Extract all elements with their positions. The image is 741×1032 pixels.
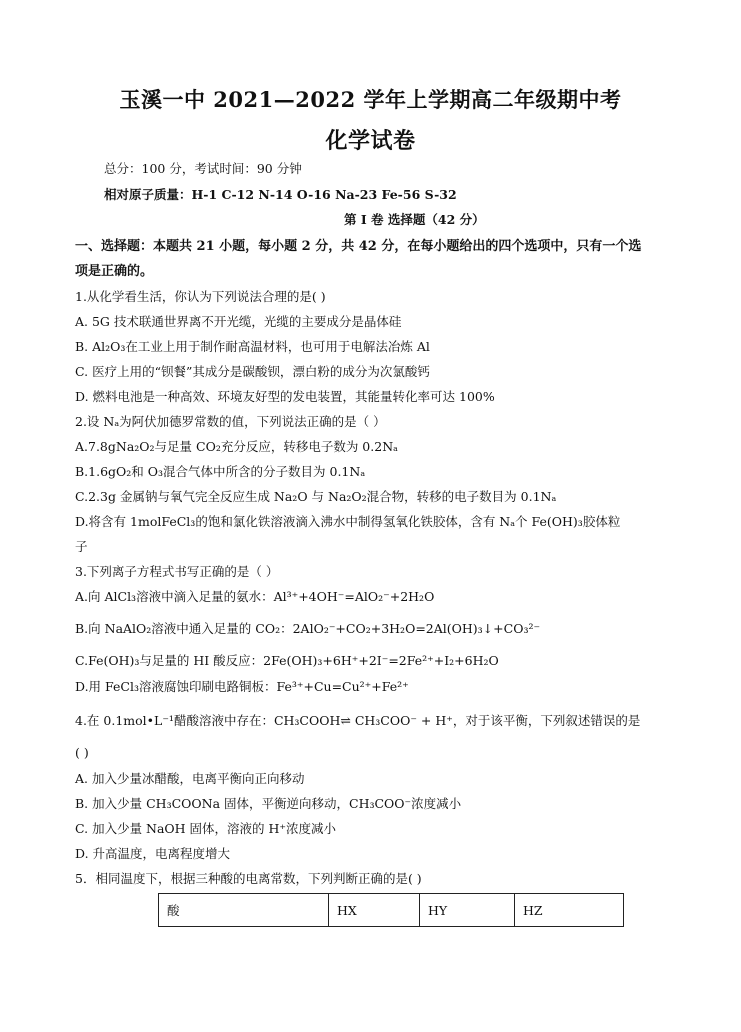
- section-intro-1: 一、选择题：本题共 21 小题，每小题 2 分，共 42 分，在每小题给出的四个选项中，只有一个选: [75, 239, 642, 254]
- q1-option-a: A. 5G 技术联通世界离不开光缆，光缆的主要成分是晶体硅: [75, 314, 402, 329]
- q2-option-b: B.1.6gO₂和 O₃混合气体中所含的分子数目为 0.1Nₐ: [75, 464, 366, 479]
- q3-option-a: A.向 AlCl₃溶液中滴入足量的氨水：Al³⁺+4OH⁻=AlO₂⁻+2H₂O: [75, 589, 435, 604]
- q4-option-d: D. 升高温度，电离程度增大: [75, 846, 231, 861]
- score-time: 总分：100 分，考试时间：90 分钟: [104, 161, 302, 176]
- exam-title: 玉溪一中 2021—2022 学年上学期高二年级期中考: [119, 87, 622, 112]
- q3-option-d: D.用 FeCl₃溶液腐蚀印刷电路铜板：Fe³⁺+Cu=Cu²⁺+Fe²⁺: [75, 679, 409, 694]
- q2-option-d: D.将含有 1molFeCl₃的饱和氯化铁溶液滴入沸水中制得氢氧化铁胶体，含有 Nₐ个 Fe(OH)₃胶体粒: [75, 514, 621, 529]
- q3-option-b: B.向 NaAlO₂溶液中通入足量的 CO₂：2AlO₂⁻+CO₂+3H₂O=2Al(OH)₃↓+CO₃²⁻: [75, 621, 541, 636]
- q4-stem: 4.在 0.1mol•L⁻¹醋酸溶液中存在：CH₃COOH⇌ CH₃COO⁻ + H⁺，对于该平衡，下列叙述错误的是: [75, 713, 641, 728]
- acid-table: [158, 893, 624, 927]
- table-row: [159, 894, 624, 927]
- atomic-mass: 相对原子质量：H-1 C-12 N-14 O-16 Na-23 Fe-56 S-32: [104, 187, 457, 202]
- q4-paren: ( ): [75, 745, 89, 760]
- q4-option-a: A. 加入少量冰醋酸，电离平衡向正向移动: [75, 771, 305, 786]
- table-header-hx: HX: [329, 894, 420, 927]
- table-header-acid: 酸: [159, 894, 329, 927]
- volume-heading: 第 I 卷 选择题（42 分）: [344, 212, 485, 227]
- q3-option-c: C.Fe(OH)₃与足量的 HI 酸反应：2Fe(OH)₃+6H⁺+2I⁻=2Fe²⁺+I₂+6H₂O: [75, 653, 499, 668]
- q2-option-c: C.2.3g 金属钠与氧气完全反应生成 Na₂O 与 Na₂O₂混合物，转移的电子数目为 0.1Nₐ: [75, 489, 557, 504]
- q1-stem: 1.从化学看生活，你认为下列说法合理的是( ): [75, 289, 326, 304]
- q4-option-c: C. 加入少量 NaOH 固体，溶液的 H⁺浓度减小: [75, 821, 337, 836]
- table-header-hz: HZ: [515, 894, 624, 927]
- q2-stem: 2.设 Nₐ为阿伏加德罗常数的值，下列说法正确的是（ ）: [75, 414, 386, 429]
- q2-option-a: A.7.8gNa₂O₂与足量 CO₂充分反应，转移电子数为 0.2Nₐ: [75, 439, 398, 454]
- q5-stem: 5．相同温度下，根据三种酸的电离常数，下列判断正确的是( ): [75, 871, 422, 886]
- q1-option-d: D. 燃料电池是一种高效、环境友好型的发电装置，其能量转化率可达 100%: [75, 389, 495, 404]
- q4-option-b: B. 加入少量 CH₃COONa 固体，平衡逆向移动，CH₃COO⁻浓度减小: [75, 796, 462, 811]
- q3-stem: 3.下列离子方程式书写正确的是（ ）: [75, 564, 279, 579]
- q1-option-b: B. Al₂O₃在工业上用于制作耐高温材料，也可用于电解法冶炼 Al: [75, 339, 430, 354]
- q2-option-d-cont: 子: [75, 539, 88, 554]
- q1-option-c: C. 医疗上用的“钡餐”其成分是碳酸钡，漂白粉的成分为次氯酸钙: [75, 364, 430, 379]
- table-header-hy: HY: [420, 894, 515, 927]
- exam-subject: 化学试卷: [325, 128, 416, 154]
- section-intro-2: 项是正确的。: [75, 264, 154, 279]
